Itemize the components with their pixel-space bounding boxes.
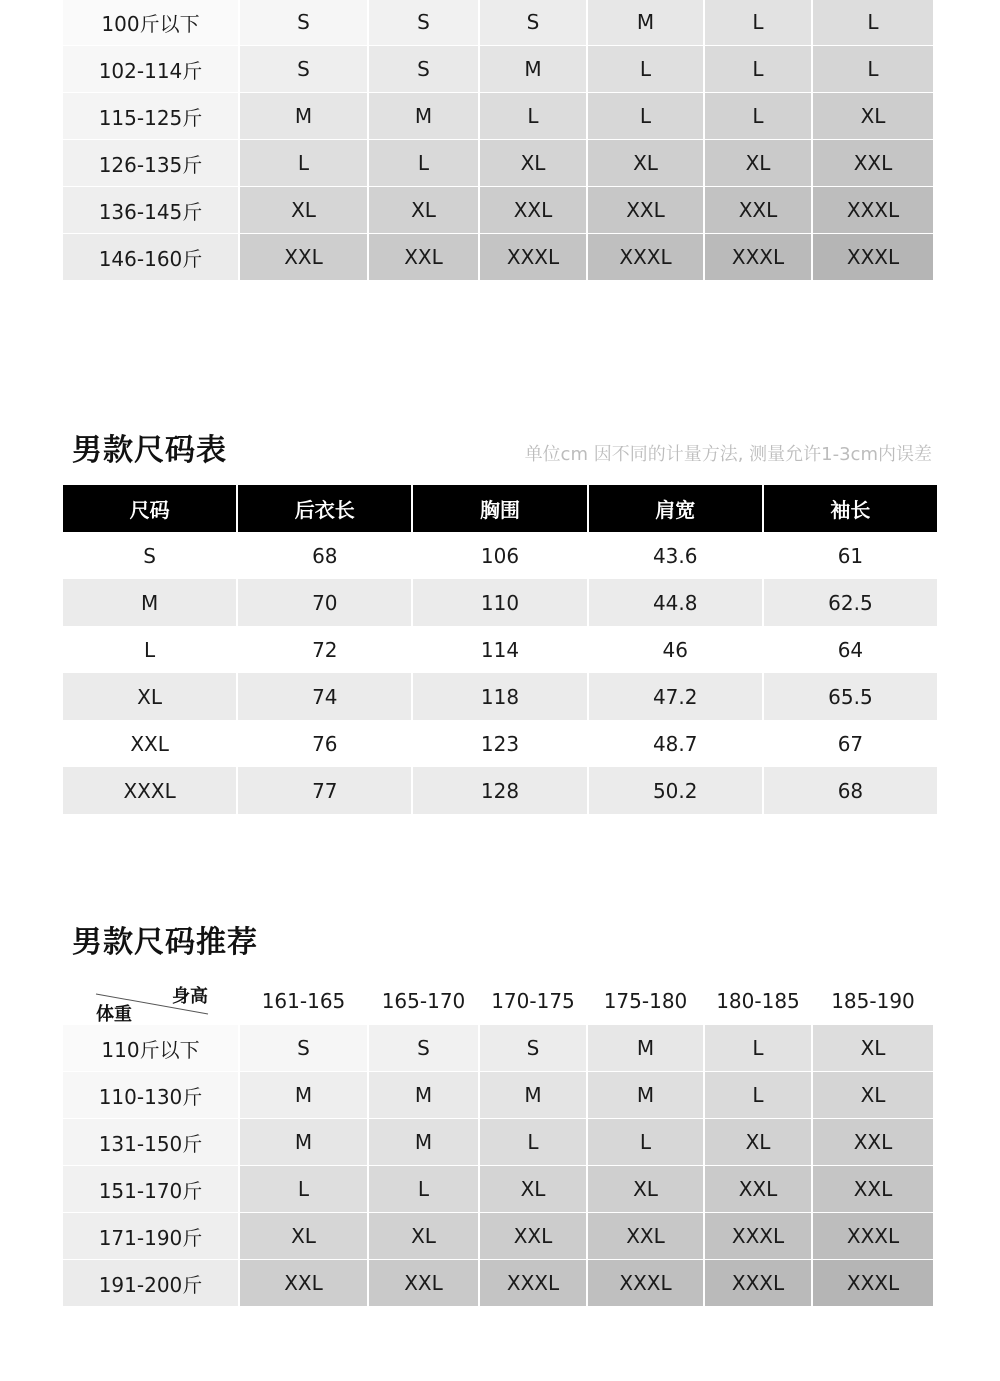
- size-cell: XXXL: [813, 1260, 933, 1307]
- weight-label: 191-200斤: [63, 1260, 240, 1307]
- size-cell: S: [240, 0, 369, 46]
- table-cell: XL: [63, 673, 238, 720]
- size-cell: S: [480, 1025, 588, 1072]
- size-cell: XL: [813, 93, 933, 140]
- table-cell: M: [63, 579, 238, 626]
- weight-label: 136-145斤: [63, 187, 240, 234]
- table-cell: 47.2: [589, 673, 764, 720]
- size-cell: M: [480, 1072, 588, 1119]
- table-cell: 48.7: [589, 720, 764, 767]
- size-cell: L: [705, 1025, 813, 1072]
- table-cell: 76: [238, 720, 413, 767]
- weight-label: 151-170斤: [63, 1166, 240, 1213]
- size-cell: L: [813, 0, 933, 46]
- size-cell: S: [369, 46, 480, 93]
- size-cell: L: [369, 140, 480, 187]
- height-axis-label: 身高: [172, 986, 208, 1007]
- size-cell: XXL: [240, 1260, 369, 1307]
- weight-label: 102-114斤: [63, 46, 240, 93]
- table-cell: S: [63, 532, 238, 579]
- size-cell: S: [240, 46, 369, 93]
- size-cell: L: [705, 93, 813, 140]
- column-header: 胸围: [413, 485, 588, 532]
- column-header: 尺码: [63, 485, 238, 532]
- weight-label: 115-125斤: [63, 93, 240, 140]
- table-cell: 64: [764, 626, 937, 673]
- size-cell: XXL: [813, 1166, 933, 1213]
- recommend-title: 男款尺码推荐: [72, 925, 258, 960]
- table-cell: 65.5: [764, 673, 937, 720]
- size-cell: XXL: [705, 187, 813, 234]
- table-cell: 74: [238, 673, 413, 720]
- weight-label: 100斤以下: [63, 0, 240, 46]
- table-cell: 62.5: [764, 579, 937, 626]
- size-cell: XXXL: [705, 1260, 813, 1307]
- size-cell: L: [480, 93, 588, 140]
- table-cell: 44.8: [589, 579, 764, 626]
- size-cell: M: [240, 93, 369, 140]
- diagonal-divider: [63, 978, 240, 1025]
- size-cell: XL: [240, 1213, 369, 1260]
- table-cell: 110: [413, 579, 588, 626]
- size-cell: L: [240, 1166, 369, 1213]
- table-row: [63, 720, 937, 767]
- table-cell: XXXL: [63, 767, 238, 814]
- table-row: [63, 1072, 933, 1119]
- table-row: [63, 187, 933, 234]
- size-cell: XXXL: [705, 234, 813, 281]
- table-cell: 77: [238, 767, 413, 814]
- size-cell: XL: [480, 1166, 588, 1213]
- table-row: [63, 532, 937, 579]
- size-cell: XL: [480, 140, 588, 187]
- size-cell: XL: [813, 1025, 933, 1072]
- size-cell: L: [705, 1072, 813, 1119]
- size-cell: XXXL: [588, 1260, 705, 1307]
- table-header-row: [63, 978, 933, 1025]
- table-row: [63, 1260, 933, 1307]
- size-cell: M: [588, 0, 705, 46]
- size-cell: XXL: [588, 1213, 705, 1260]
- size-cell: L: [705, 0, 813, 46]
- height-header: 170-175: [480, 978, 588, 1025]
- table-cell: L: [63, 626, 238, 673]
- size-cell: L: [369, 1166, 480, 1213]
- size-cell: XXXL: [813, 1213, 933, 1260]
- table-cell: 72: [238, 626, 413, 673]
- table-cell: 114: [413, 626, 588, 673]
- table-row: [63, 0, 933, 46]
- size-cell: M: [369, 93, 480, 140]
- table-cell: 61: [764, 532, 937, 579]
- size-cell: XL: [369, 1213, 480, 1260]
- table-cell: 68: [238, 532, 413, 579]
- size-cell: S: [480, 0, 588, 46]
- table-row: [63, 140, 933, 187]
- size-chart-title: 男款尺码表: [72, 433, 227, 468]
- size-cell: M: [588, 1025, 705, 1072]
- table-row: [63, 1166, 933, 1213]
- table-row: [63, 1213, 933, 1260]
- size-cell: M: [480, 46, 588, 93]
- size-cell: S: [240, 1025, 369, 1072]
- table-cell: 50.2: [589, 767, 764, 814]
- table-cell: XXL: [63, 720, 238, 767]
- size-cell: L: [813, 46, 933, 93]
- size-cell: XXL: [480, 187, 588, 234]
- height-header: 175-180: [588, 978, 705, 1025]
- size-cell: L: [480, 1119, 588, 1166]
- measurement-note: 单位cm 因不同的计量方法, 测量允许1-3cm内误差: [524, 444, 932, 465]
- table-row: [63, 579, 937, 626]
- table-cell: 123: [413, 720, 588, 767]
- size-cell: XL: [240, 187, 369, 234]
- weight-label: 131-150斤: [63, 1119, 240, 1166]
- size-cell: XXXL: [588, 234, 705, 281]
- recommend-grid: [63, 978, 933, 1307]
- weight-label: 110-130斤: [63, 1072, 240, 1119]
- size-cell: M: [369, 1072, 480, 1119]
- table-row: [63, 234, 933, 281]
- weight-label: 171-190斤: [63, 1213, 240, 1260]
- size-cell: XXL: [813, 140, 933, 187]
- table-cell: 70: [238, 579, 413, 626]
- size-cell: XXXL: [480, 234, 588, 281]
- size-cell: XL: [369, 187, 480, 234]
- size-cell: XXXL: [813, 234, 933, 281]
- height-header: 165-170: [369, 978, 480, 1025]
- table-row: [63, 626, 937, 673]
- table-cell: 106: [413, 532, 588, 579]
- size-cell: XL: [813, 1072, 933, 1119]
- height-header: 185-190: [813, 978, 933, 1025]
- table-cell: 118: [413, 673, 588, 720]
- size-cell: L: [240, 140, 369, 187]
- size-cell: L: [705, 46, 813, 93]
- size-cell: M: [369, 1119, 480, 1166]
- weight-axis-label: 体重: [96, 1004, 132, 1025]
- size-cell: L: [588, 1119, 705, 1166]
- size-cell: XXXL: [813, 187, 933, 234]
- corner-header: [63, 978, 240, 1025]
- size-cell: XL: [705, 1119, 813, 1166]
- column-header: 肩宽: [589, 485, 764, 532]
- size-cell: XL: [588, 1166, 705, 1213]
- weight-label: 146-160斤: [63, 234, 240, 281]
- top-size-grid: [63, 0, 933, 281]
- weight-label: 126-135斤: [63, 140, 240, 187]
- table-row: [63, 93, 933, 140]
- weight-label: 110斤以下: [63, 1025, 240, 1072]
- table-row: [63, 673, 937, 720]
- size-cell: M: [240, 1072, 369, 1119]
- table-cell: 128: [413, 767, 588, 814]
- size-cell: XXL: [588, 187, 705, 234]
- size-cell: S: [369, 0, 480, 46]
- size-cell: XXL: [480, 1213, 588, 1260]
- size-cell: XXL: [705, 1166, 813, 1213]
- table-row: [63, 1119, 933, 1166]
- size-cell: XXL: [369, 1260, 480, 1307]
- table-header-row: [63, 485, 937, 532]
- size-cell: XXL: [369, 234, 480, 281]
- size-cell: XXXL: [705, 1213, 813, 1260]
- column-header: 袖长: [764, 485, 937, 532]
- table-cell: 46: [589, 626, 764, 673]
- height-header: 161-165: [240, 978, 369, 1025]
- size-cell: L: [588, 93, 705, 140]
- table-row: [63, 767, 937, 814]
- table-row: [63, 46, 933, 93]
- size-cell: XXXL: [480, 1260, 588, 1307]
- size-cell: XL: [588, 140, 705, 187]
- table-cell: 67: [764, 720, 937, 767]
- table-cell: 43.6: [589, 532, 764, 579]
- size-cell: XXL: [240, 234, 369, 281]
- size-chart-table: [63, 485, 937, 814]
- size-cell: XXL: [813, 1119, 933, 1166]
- table-cell: 68: [764, 767, 937, 814]
- size-cell: XL: [705, 140, 813, 187]
- size-cell: M: [588, 1072, 705, 1119]
- height-header: 180-185: [705, 978, 813, 1025]
- size-cell: M: [240, 1119, 369, 1166]
- size-cell: S: [369, 1025, 480, 1072]
- table-row: [63, 1025, 933, 1072]
- size-cell: L: [588, 46, 705, 93]
- column-header: 后衣长: [238, 485, 413, 532]
